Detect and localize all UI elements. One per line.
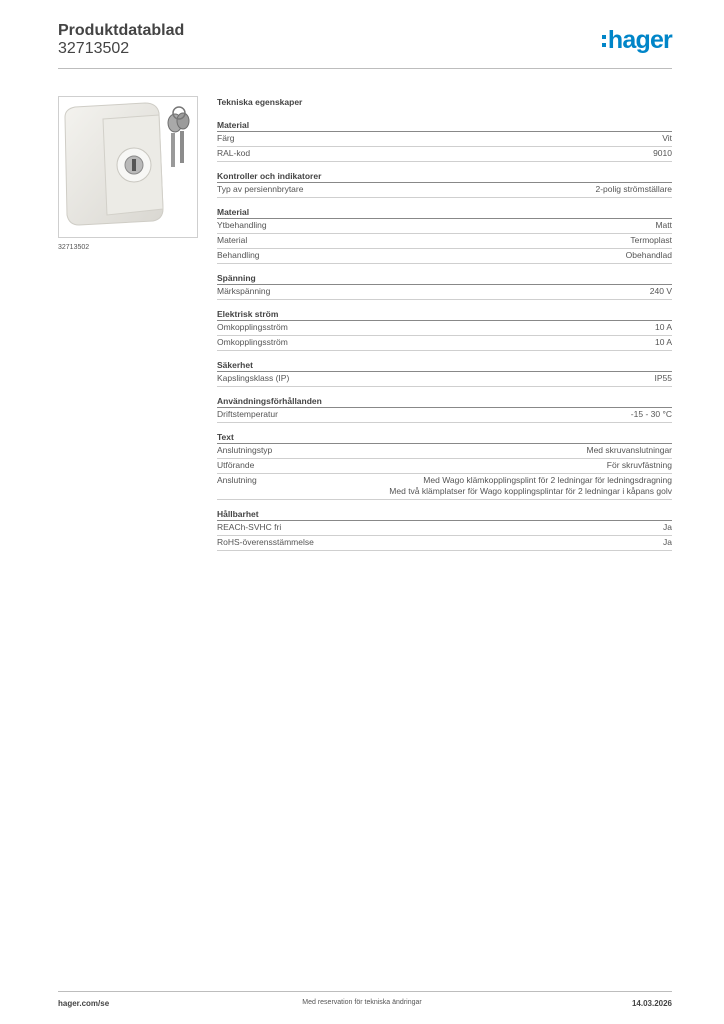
spec-row [217, 444, 672, 459]
spec-value: Vit [662, 133, 672, 143]
spec-label: Driftstemperatur [217, 409, 278, 419]
spec-label: REACh-SVHC fri [217, 522, 282, 532]
footer-divider [58, 991, 672, 992]
spec-label: Märkspänning [217, 286, 271, 296]
spec-group-title: Användningsförhållanden [217, 396, 672, 408]
spec-label: Kapslingsklass (IP) [217, 373, 290, 383]
footer-website[interactable]: hager.com/se [58, 999, 110, 1008]
spec-label: Anslutningstyp [217, 445, 273, 455]
spec-row [217, 249, 672, 264]
spec-value: Med Wago klämkopplingsplint för 2 ledningar för ledningsdragning Med två klämplatser för Wago kopplingsplintar för 2 ledningar i kåpans golv [389, 475, 672, 496]
spec-value: 10 A [654, 322, 672, 332]
spec-group [217, 207, 672, 264]
product-number: 32713502 [58, 40, 130, 57]
spec-row [217, 336, 672, 351]
spec-row [217, 147, 672, 162]
key-switch-product-photo-icon [59, 97, 197, 237]
spec-value: IP55 [654, 373, 672, 383]
image-caption: 32713502 [58, 244, 90, 251]
spec-value: Ja [663, 522, 672, 532]
spec-row [217, 183, 672, 198]
logo-text: hager [607, 26, 672, 54]
spec-group [217, 360, 672, 387]
spec-row [217, 285, 672, 300]
spec-row [217, 132, 672, 147]
spec-group-title: Hållbarhet [217, 509, 672, 521]
spec-value: Med skruvanslutningar [586, 445, 672, 455]
spec-label: Typ av persiennbrytare [217, 184, 304, 194]
spec-group-title: Säkerhet [217, 360, 672, 372]
footer-date: 14.03.2026 [631, 999, 672, 1008]
spec-value: 10 A [654, 337, 672, 347]
spec-group [217, 273, 672, 300]
spec-value: 2-polig strömställare [595, 184, 672, 194]
spec-value: För skruvfästning [606, 460, 672, 470]
spec-value: Termoplast [630, 235, 672, 245]
spec-value: 9010 [653, 148, 672, 158]
spec-label: Färg [217, 133, 235, 143]
spec-label: Anslutning [217, 475, 257, 485]
spec-row [217, 234, 672, 249]
spec-row [217, 459, 672, 474]
spec-group-title: Material [217, 207, 672, 219]
spec-value: Ja [663, 537, 672, 547]
logo-dots-icon [602, 33, 606, 49]
spec-label: RoHS-överensstämmelse [217, 537, 314, 547]
spec-group-title: Material [217, 120, 672, 132]
spec-label: RAL-kod [217, 148, 251, 158]
spec-row [217, 408, 672, 423]
spec-label: Omkopplingsström [217, 337, 288, 347]
spec-label: Material [217, 235, 248, 245]
spec-group-title: Kontroller och indikatorer [217, 171, 672, 183]
spec-row [217, 372, 672, 387]
spec-group-title: Elektrisk ström [217, 309, 672, 321]
hager-logo [602, 28, 672, 53]
technical-specifications [217, 96, 672, 560]
spec-label: Omkopplingsström [217, 322, 288, 332]
spec-group [217, 509, 672, 551]
spec-row [217, 536, 672, 551]
spec-row [217, 521, 672, 536]
spec-group [217, 171, 672, 198]
spec-label: Utförande [217, 460, 255, 470]
spec-label: Behandling [217, 250, 260, 260]
spec-value: Obehandlad [625, 250, 672, 260]
footer-disclaimer: Med reservation för tekniska ändringar [302, 999, 422, 1006]
product-image [58, 96, 198, 238]
spec-group [217, 120, 672, 162]
spec-row [217, 219, 672, 234]
spec-value: Matt [655, 220, 672, 230]
spec-value: 240 V [649, 286, 672, 296]
spec-group [217, 396, 672, 423]
spec-group-title: Spänning [217, 273, 672, 285]
spec-group [217, 309, 672, 351]
spec-row [217, 321, 672, 336]
spec-group [217, 432, 672, 500]
spec-row [217, 474, 672, 500]
spec-group-title: Text [217, 432, 672, 444]
spec-value: -15 - 30 °C [630, 409, 672, 419]
specs-title: Tekniska egenskaper [217, 97, 303, 107]
header-divider [58, 68, 672, 69]
document-title: Produktdatablad [58, 22, 185, 39]
spec-label: Ytbehandling [217, 220, 267, 230]
spec-groups [217, 120, 672, 551]
document-header [58, 22, 184, 58]
